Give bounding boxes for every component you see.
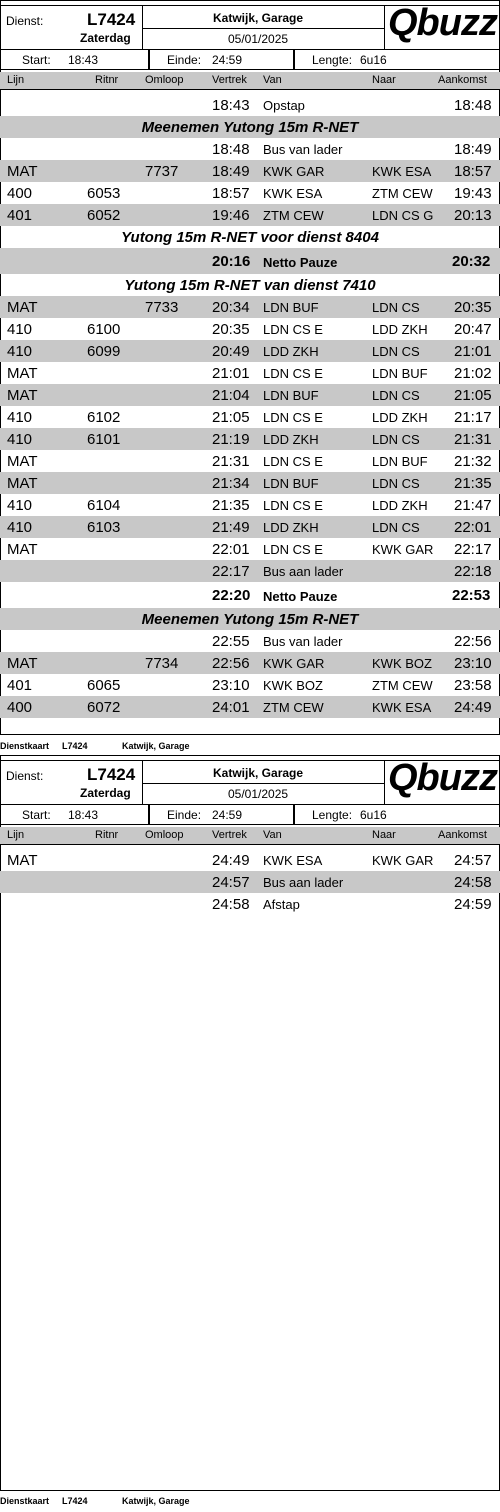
- cell-ritnr: 6065: [87, 677, 121, 694]
- table-row: [0, 871, 500, 893]
- page-2: [0, 755, 500, 1505]
- cell-lijn: MAT: [7, 299, 38, 316]
- cell-vertrek: 20:35: [212, 321, 250, 338]
- start-label: Start:: [22, 808, 51, 822]
- cell-naar: LDN CS: [372, 476, 420, 491]
- cell-naar: ZTM CEW: [372, 186, 433, 201]
- dienst-label: Dienst:: [6, 14, 44, 28]
- cell-ritnr: 6102: [87, 409, 121, 426]
- cell-vertrek: 24:58: [212, 896, 250, 913]
- cell-aankomst: 21:01: [454, 343, 492, 360]
- col-lijn: Lijn: [7, 74, 25, 86]
- cell-lijn: 410: [7, 497, 33, 514]
- cell-vertrek: 20:49: [212, 343, 250, 360]
- cell-aankomst: 21:05: [454, 387, 492, 404]
- cell-van: LDN CS E: [263, 454, 323, 469]
- cell-van: LDN CS E: [263, 322, 323, 337]
- table-row: [0, 674, 500, 696]
- cell-naar: KWK GAR: [372, 853, 434, 868]
- cell-naar: LDN CS: [372, 520, 420, 535]
- table-row: [0, 318, 500, 340]
- cell-van: Bus van lader: [263, 142, 343, 157]
- col-van: Van: [263, 74, 282, 86]
- table-row: [0, 560, 500, 582]
- cell-aankomst: 20:35: [454, 299, 492, 316]
- col-vertrek: Vertrek: [212, 829, 247, 841]
- dienst-label: Dienst:: [6, 769, 44, 783]
- cell-van: KWK ESA: [263, 186, 323, 201]
- cell-vertrek: 18:49: [212, 163, 250, 180]
- cell-ritnr: 6100: [87, 321, 121, 338]
- cell-lijn: MAT: [7, 541, 38, 558]
- cell-lijn: 401: [7, 207, 33, 224]
- cell-aankomst: 22:18: [454, 563, 492, 580]
- cell-lijn: 410: [7, 519, 33, 536]
- cell-naar: LDN CS G: [372, 208, 434, 223]
- cell-naar: ZTM CEW: [372, 678, 433, 693]
- cell-naar: LDD ZKH: [372, 498, 428, 513]
- lengte-value: 6u16: [360, 53, 387, 67]
- note-text: Meenemen Yutong 15m R-NET: [141, 119, 359, 136]
- table-row: [0, 696, 500, 718]
- cell-van: LDD ZKH: [263, 520, 319, 535]
- cell-vertrek: 21:01: [212, 365, 250, 382]
- cell-van: ZTM CEW: [263, 700, 324, 715]
- cell-ritnr: 6052: [87, 207, 121, 224]
- cell-naar: LDD ZKH: [372, 322, 428, 337]
- cell-lijn: 410: [7, 321, 33, 338]
- cell-aankomst: 22:17: [454, 541, 492, 558]
- pauze-start: 20:16: [212, 253, 251, 270]
- cell-naar: LDD ZKH: [372, 410, 428, 425]
- cell-lijn: 410: [7, 431, 33, 448]
- date: 05/01/2025: [228, 787, 289, 801]
- cell-naar: KWK BOZ: [372, 656, 432, 671]
- cell-van: LDN CS E: [263, 410, 323, 425]
- cell-van: KWK ESA: [263, 853, 323, 868]
- cell-vertrek: 21:34: [212, 475, 250, 492]
- cell-van: KWK GAR: [263, 164, 325, 179]
- pauze-label: Netto Pauze: [263, 255, 338, 270]
- table-row: [0, 652, 500, 674]
- cell-aankomst: 22:01: [454, 519, 492, 536]
- location: Katwijk, Garage: [213, 11, 304, 25]
- cell-aankomst: 21:35: [454, 475, 492, 492]
- cell-vertrek: 18:48: [212, 141, 250, 158]
- start-time: 18:43: [68, 53, 99, 67]
- cell-van: LDN CS E: [263, 498, 323, 513]
- pauze-end: 20:32: [452, 253, 491, 270]
- table-row: [0, 182, 500, 204]
- cell-vertrek: 23:10: [212, 677, 250, 694]
- location: Katwijk, Garage: [213, 766, 304, 780]
- dienst-day: Zaterdag: [80, 31, 131, 45]
- cell-aankomst: 24:58: [454, 874, 492, 891]
- column-header: [0, 72, 500, 90]
- cell-aankomst: 24:49: [454, 699, 492, 716]
- footer-location: Katwijk, Garage: [122, 741, 190, 751]
- cell-naar: LDN CS: [372, 388, 420, 403]
- table-row: [0, 384, 500, 406]
- cell-omloop: 7733: [145, 299, 179, 316]
- cell-van: LDD ZKH: [263, 344, 319, 359]
- cell-aankomst: 24:57: [454, 852, 492, 869]
- note-row: [0, 608, 500, 630]
- cell-vertrek: 22:56: [212, 655, 250, 672]
- cell-ritnr: 6099: [87, 343, 121, 360]
- cell-naar: LDN CS: [372, 300, 420, 315]
- cell-vertrek: 19:46: [212, 207, 250, 224]
- cell-vertrek: 20:34: [212, 299, 250, 316]
- note-text: Yutong 15m R-NET van dienst 7410: [124, 277, 376, 294]
- cell-aankomst: 23:58: [454, 677, 492, 694]
- cell-van: Afstap: [263, 897, 300, 912]
- table-row: [0, 138, 500, 160]
- cell-lijn: 401: [7, 677, 33, 694]
- cell-vertrek: 24:49: [212, 852, 250, 869]
- cell-aankomst: 21:31: [454, 431, 492, 448]
- col-van: Van: [263, 829, 282, 841]
- cell-lijn: 410: [7, 409, 33, 426]
- cell-van: LDD ZKH: [263, 432, 319, 447]
- cell-van: LDN CS E: [263, 542, 323, 557]
- cell-van: KWK GAR: [263, 656, 325, 671]
- pauze-label: Netto Pauze: [263, 589, 338, 604]
- cell-aankomst: 20:13: [454, 207, 492, 224]
- cell-naar: LDN CS: [372, 344, 420, 359]
- cell-lijn: MAT: [7, 387, 38, 404]
- footer-dienst: L7424: [62, 741, 88, 751]
- footer-label: Dienstkaart: [0, 1496, 50, 1506]
- table-row: [0, 204, 500, 226]
- table-row: [0, 296, 500, 318]
- cell-vertrek: 18:43: [212, 97, 250, 114]
- cell-van: LDN BUF: [263, 388, 319, 403]
- cell-ritnr: 6053: [87, 185, 121, 202]
- cell-naar: LDN CS: [372, 432, 420, 447]
- cell-ritnr: 6101: [87, 431, 121, 448]
- cell-aankomst: 21:47: [454, 497, 492, 514]
- table-row: [0, 160, 500, 182]
- einde-time: 24:59: [212, 53, 243, 67]
- note-row: [0, 274, 500, 296]
- cell-omloop: 7734: [145, 655, 179, 672]
- table-row: [0, 494, 500, 516]
- page-1: [0, 0, 500, 750]
- cell-aankomst: 19:43: [454, 185, 492, 202]
- footer-dienst: L7424: [62, 1496, 88, 1506]
- note-text: Yutong 15m R-NET voor dienst 8404: [121, 229, 379, 246]
- cell-aankomst: 18:48: [454, 97, 492, 114]
- col-ritnr: Ritnr: [95, 829, 119, 841]
- cell-omloop: 7737: [145, 163, 179, 180]
- cell-vertrek: 24:01: [212, 699, 250, 716]
- cell-vertrek: 21:19: [212, 431, 250, 448]
- cell-ritnr: 6072: [87, 699, 121, 716]
- col-vertrek: Vertrek: [212, 74, 247, 86]
- cell-van: Bus aan lader: [263, 875, 344, 890]
- cell-lijn: 410: [7, 343, 33, 360]
- cell-van: KWK BOZ: [263, 678, 323, 693]
- note-text: Meenemen Yutong 15m R-NET: [141, 611, 359, 628]
- cell-van: Bus aan lader: [263, 564, 344, 579]
- cell-vertrek: 21:05: [212, 409, 250, 426]
- cell-lijn: MAT: [7, 365, 38, 382]
- cell-lijn: MAT: [7, 655, 38, 672]
- pauze-end: 22:53: [452, 587, 491, 604]
- cell-aankomst: 21:17: [454, 409, 492, 426]
- cell-aankomst: 21:02: [454, 365, 492, 382]
- table-row: [0, 472, 500, 494]
- qbuzz-logo: Qbuzz: [388, 2, 497, 44]
- cell-vertrek: 21:49: [212, 519, 250, 536]
- dienst-number: L7424: [87, 765, 136, 784]
- cell-lijn: MAT: [7, 453, 38, 470]
- table-row: [0, 630, 500, 652]
- footer-location: Katwijk, Garage: [122, 1496, 190, 1506]
- times-divider-2: [293, 804, 295, 825]
- times-divider-1: [148, 49, 150, 70]
- lengte-label: Lengte:: [312, 808, 353, 822]
- col-ritnr: Ritnr: [95, 74, 119, 86]
- cell-lijn: 400: [7, 185, 33, 202]
- column-header: [0, 827, 500, 845]
- col-aankomst: Aankomst: [438, 829, 487, 841]
- table-row: [0, 849, 500, 871]
- cell-lijn: 400: [7, 699, 33, 716]
- table-row: [0, 538, 500, 560]
- table-row: [0, 516, 500, 538]
- cell-vertrek: 21:35: [212, 497, 250, 514]
- cell-van: LDN BUF: [263, 476, 319, 491]
- times-divider-2: [293, 49, 295, 70]
- col-naar: Naar: [372, 829, 396, 841]
- pauze-row: [0, 248, 500, 274]
- col-aankomst: Aankomst: [438, 74, 487, 86]
- cell-van: LDN BUF: [263, 300, 319, 315]
- date: 05/01/2025: [228, 32, 289, 46]
- cell-vertrek: 24:57: [212, 874, 250, 891]
- start-time: 18:43: [68, 808, 99, 822]
- note-row: [0, 116, 500, 138]
- start-label: Start:: [22, 53, 51, 67]
- einde-label: Einde:: [167, 808, 202, 822]
- dienst-number: L7424: [87, 10, 136, 29]
- col-omloop: Omloop: [145, 74, 184, 86]
- cell-vertrek: 22:55: [212, 633, 250, 650]
- cell-aankomst: 18:57: [454, 163, 492, 180]
- lengte-label: Lengte:: [312, 53, 353, 67]
- cell-naar: KWK ESA: [372, 700, 432, 715]
- qbuzz-logo: Qbuzz: [388, 757, 497, 799]
- table-row: [0, 94, 500, 116]
- times-divider-1: [148, 804, 150, 825]
- table-row: [0, 340, 500, 362]
- einde-time: 24:59: [212, 808, 243, 822]
- cell-van: ZTM CEW: [263, 208, 324, 223]
- table-row: [0, 893, 500, 915]
- cell-lijn: MAT: [7, 852, 38, 869]
- cell-aankomst: 21:32: [454, 453, 492, 470]
- cell-naar: LDN BUF: [372, 454, 428, 469]
- cell-ritnr: 6104: [87, 497, 121, 514]
- lengte-value: 6u16: [360, 808, 387, 822]
- footer-label: Dienstkaart: [0, 741, 50, 751]
- cell-aankomst: 24:59: [454, 896, 492, 913]
- cell-ritnr: 6103: [87, 519, 121, 536]
- table-row: [0, 406, 500, 428]
- cell-aankomst: 23:10: [454, 655, 492, 672]
- cell-naar: LDN BUF: [372, 366, 428, 381]
- table-row: [0, 362, 500, 384]
- table-row: [0, 428, 500, 450]
- cell-van: LDN CS E: [263, 366, 323, 381]
- cell-van: Opstap: [263, 98, 305, 113]
- cell-aankomst: 20:47: [454, 321, 492, 338]
- cell-lijn: MAT: [7, 475, 38, 492]
- col-lijn: Lijn: [7, 829, 25, 841]
- cell-vertrek: 21:04: [212, 387, 250, 404]
- pauze-start: 22:20: [212, 587, 251, 604]
- pauze-row: [0, 582, 500, 608]
- note-row: [0, 226, 500, 248]
- cell-vertrek: 22:17: [212, 563, 250, 580]
- cell-aankomst: 18:49: [454, 141, 492, 158]
- cell-vertrek: 18:57: [212, 185, 250, 202]
- einde-label: Einde:: [167, 53, 202, 67]
- cell-naar: KWK GAR: [372, 542, 434, 557]
- col-naar: Naar: [372, 74, 396, 86]
- cell-aankomst: 22:56: [454, 633, 492, 650]
- cell-vertrek: 22:01: [212, 541, 250, 558]
- dienst-day: Zaterdag: [80, 786, 131, 800]
- col-omloop: Omloop: [145, 829, 184, 841]
- cell-vertrek: 21:31: [212, 453, 250, 470]
- cell-naar: KWK ESA: [372, 164, 432, 179]
- table-row: [0, 450, 500, 472]
- cell-lijn: MAT: [7, 163, 38, 180]
- cell-van: Bus van lader: [263, 634, 343, 649]
